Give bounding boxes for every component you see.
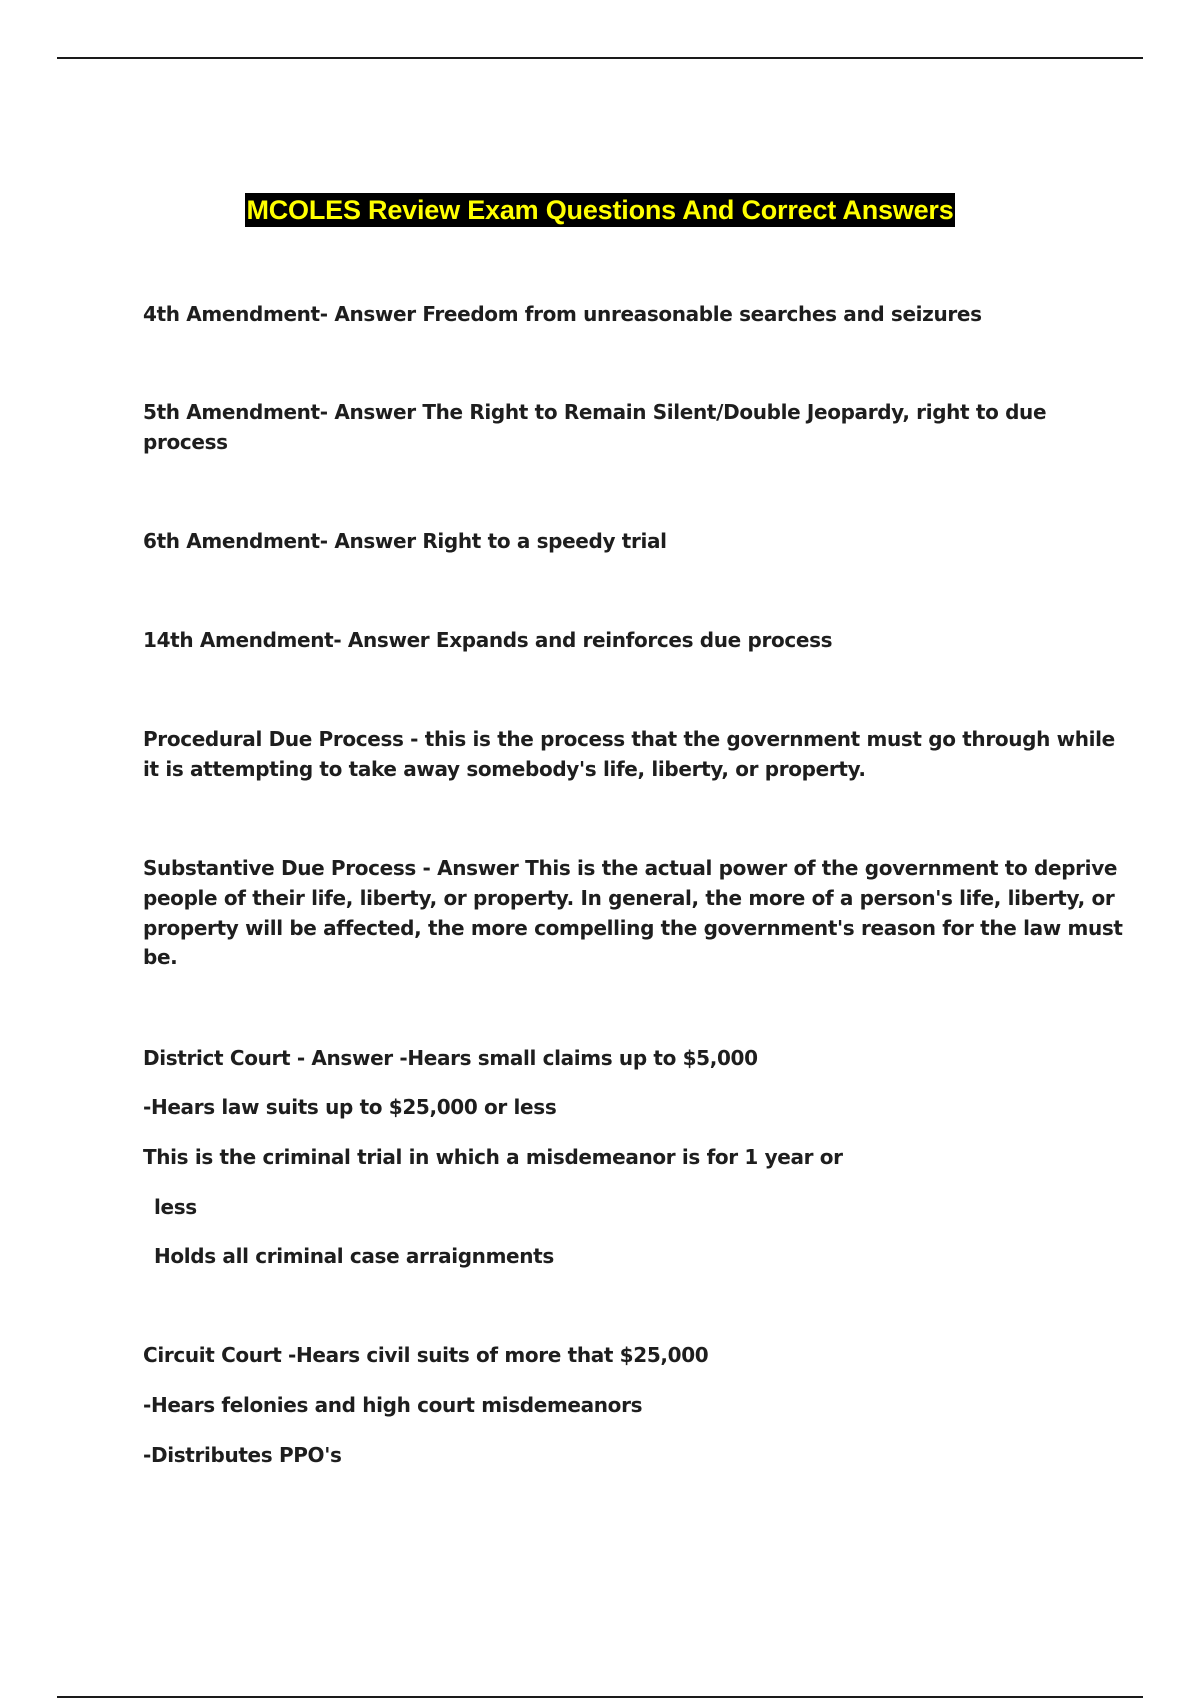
entry-district-court-line-1: District Court - Answer -Hears small claims up to $5,000 <box>143 1046 758 1070</box>
entry-4th-amendment: 4th Amendment- Answer Freedom from unreasonable searches and seizures <box>143 302 982 326</box>
entry-procedural-due-process-line-1: Procedural Due Process - this is the process that the government must go through while <box>143 727 1115 751</box>
entry-substantive-due-process-line-2: people of their life, liberty, or property. In general, the more of a person's life, liberty, or <box>143 886 1115 910</box>
entry-substantive-due-process-line-4: be. <box>143 945 178 969</box>
top-rule <box>57 57 1143 59</box>
entry-district-court-line-4: less <box>154 1195 197 1219</box>
document-title: MCOLES Review Exam Questions And Correct Answers <box>246 195 954 225</box>
entry-6th-amendment: 6th Amendment- Answer Right to a speedy trial <box>143 529 667 553</box>
bottom-rule <box>57 1696 1143 1698</box>
entry-5th-amendment-line-1: 5th Amendment- Answer The Right to Remain Silent/Double Jeopardy, right to due <box>143 400 1047 424</box>
entry-procedural-due-process-line-2: it is attempting to take away somebody's life, liberty, or property. <box>143 757 866 781</box>
entry-14th-amendment: 14th Amendment- Answer Expands and reinforces due process <box>143 628 833 652</box>
entry-district-court-line-3: This is the criminal trial in which a misdemeanor is for 1 year or <box>143 1145 843 1169</box>
entry-district-court-line-5: Holds all criminal case arraignments <box>154 1244 554 1268</box>
title-container <box>0 193 1200 227</box>
entry-substantive-due-process-line-3: property will be affected, the more compelling the government's reason for the law must <box>143 916 1123 940</box>
entry-district-court-line-2: -Hears law suits up to $25,000 or less <box>143 1095 557 1119</box>
entry-5th-amendment-line-2: process <box>143 430 228 454</box>
entry-circuit-court-line-2: -Hears felonies and high court misdemeanors <box>143 1393 643 1417</box>
entry-circuit-court-line-3: -Distributes PPO's <box>143 1443 342 1467</box>
entry-substantive-due-process-line-1: Substantive Due Process - Answer This is the actual power of the government to deprive <box>143 856 1118 880</box>
entry-circuit-court-line-1: Circuit Court -Hears civil suits of more that $25,000 <box>143 1343 709 1367</box>
